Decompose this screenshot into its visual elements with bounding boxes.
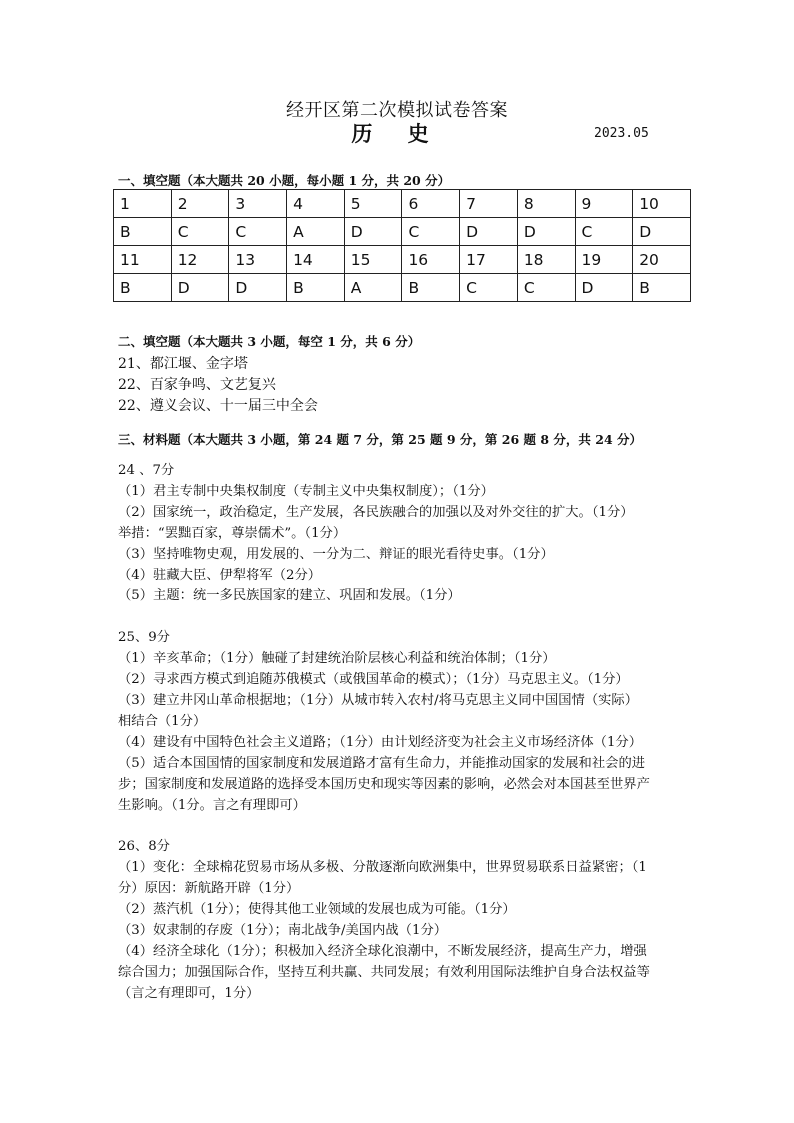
table-cell: C (517, 274, 575, 302)
table-cell: B (114, 274, 172, 302)
table-cell: 7 (460, 190, 518, 218)
question-24-title: 24 、7分 (118, 463, 175, 478)
table-cell: D (460, 218, 518, 246)
table-cell: 12 (171, 246, 229, 274)
answer-line: 22、遵义会议、十一届三中全会 (118, 398, 318, 414)
table-cell: 19 (575, 246, 633, 274)
table-cell: 9 (575, 190, 633, 218)
answer-line: （5）主题：统一多民族国家的建立、巩固和发展。（1分） (118, 588, 461, 603)
table-cell: D (517, 218, 575, 246)
table-cell: 1 (114, 190, 172, 218)
table-cell: A (344, 274, 402, 302)
answer-line: （3）建立井冈山革命根据地；（1分）从城市转入农村/将马克思主义同中国国情（实际） (118, 693, 639, 708)
table-cell: 15 (344, 246, 402, 274)
answer-line: 22、百家争鸣、文艺复兴 (118, 377, 276, 393)
table-row (114, 218, 691, 246)
table-cell: 10 (633, 190, 691, 218)
answer-line: 生影响。（1分。言之有理即可） (118, 798, 306, 813)
table-cell: 20 (633, 246, 691, 274)
table-cell: D (575, 274, 633, 302)
answer-table (113, 189, 691, 302)
answer-line: 步；国家制度和发展道路的选择受本国历史和现实等因素的影响，必然会对本国甚至世界产 (118, 777, 650, 792)
question-26-title: 26、8分 (118, 839, 170, 854)
table-cell: 14 (287, 246, 345, 274)
answer-line: （4）建设有中国特色社会主义道路；（1分）由计划经济变为社会主义市场经济体（1分） (118, 735, 643, 750)
answer-line: （2）蒸汽机（1分）；使得其他工业领域的发展也成为可能。（1分） (118, 902, 516, 917)
table-cell: B (114, 218, 172, 246)
table-cell: D (229, 274, 287, 302)
table-cell: 4 (287, 190, 345, 218)
answer-line: （言之有理即可，1分） (118, 986, 260, 1001)
table-cell: C (402, 218, 460, 246)
answer-line: （4）经济全球化（1分）；积极加入经济全球化浪潮中，不断发展经济，提高生产力，增强 (118, 944, 647, 959)
table-cell: 8 (517, 190, 575, 218)
answer-line: 举措：“罢黜百家，尊崇儒术”。（1分） (118, 526, 347, 541)
table-cell: C (229, 218, 287, 246)
document-title: 经开区第二次模拟试卷答案 (286, 100, 508, 121)
table-row (114, 190, 691, 218)
answer-line: 相结合（1分） (118, 714, 207, 729)
table-cell: 11 (114, 246, 172, 274)
table-cell: A (287, 218, 345, 246)
table-cell: B (402, 274, 460, 302)
subject-title: 历 史 (351, 121, 443, 146)
table-cell: D (171, 274, 229, 302)
table-cell: 16 (402, 246, 460, 274)
table-cell: 18 (517, 246, 575, 274)
table-cell: C (171, 218, 229, 246)
table-cell: D (344, 218, 402, 246)
table-cell: 17 (460, 246, 518, 274)
answer-line: 综合国力；加强国际合作，坚持互利共赢、共同发展；有效利用国际法维护自身合法权益等 (118, 965, 650, 980)
answer-line: （3）奴隶制的存废（1分）；南北战争/美国内战（1分） (118, 923, 448, 938)
answer-line: （2）国家统一，政治稳定，生产发展，各民族融合的加强以及对外交往的扩大。（1分） (118, 505, 634, 520)
section3-heading: 三、材料题（本大题共 3 小题，第 24 题 7 分，第 25 题 9 分，第 26 题 8 分，共 24 分） (118, 432, 643, 447)
answer-line: （3）坚持唯物史观，用发展的、一分为二、辩证的眼光看待史事。（1分） (118, 547, 554, 562)
table-cell: 6 (402, 190, 460, 218)
answer-line: （4）驻藏大臣、伊犁将军（2分） (118, 568, 322, 583)
table-cell: B (633, 274, 691, 302)
table-row (114, 246, 691, 274)
section2-heading: 二、填空题（本大题共 3 小题，每空 1 分，共 6 分） (118, 334, 421, 349)
answer-line: （1）君主专制中央集权制度（专制主义中央集权制度）；（1分） (118, 484, 494, 499)
answer-line: （2）寻求西方模式到追随苏俄模式（或俄国革命的模式）；（1分）马克思主义。（1分） (118, 672, 629, 687)
table-cell: 13 (229, 246, 287, 274)
table-cell: C (575, 218, 633, 246)
table-cell: 2 (171, 190, 229, 218)
exam-date: 2023.05 (594, 126, 649, 141)
table-cell: 3 (229, 190, 287, 218)
table-cell: D (633, 218, 691, 246)
table-row (114, 274, 691, 302)
answer-line: （5）适合本国国情的国家制度和发展道路才富有生命力，并能推动国家的发展和社会的进 (118, 756, 646, 771)
table-cell: C (460, 274, 518, 302)
section1-heading: 一、填空题（本大题共 20 小题，每小题 1 分，共 20 分） (118, 173, 451, 188)
answer-line: （1）变化：全球棉花贸易市场从多极、分散逐渐向欧洲集中，世界贸易联系日益紧密；（1 (118, 860, 647, 875)
table-cell: 5 (344, 190, 402, 218)
table-cell: B (287, 274, 345, 302)
answer-line: （1）辛亥革命；（1分）触碰了封建统治阶层核心利益和统治体制；（1分） (118, 651, 556, 666)
question-25-title: 25、9分 (118, 630, 170, 645)
answer-line: 21、都江堰、金字塔 (118, 356, 248, 372)
answer-line: 分）原因：新航路开辟（1分） (118, 881, 300, 896)
